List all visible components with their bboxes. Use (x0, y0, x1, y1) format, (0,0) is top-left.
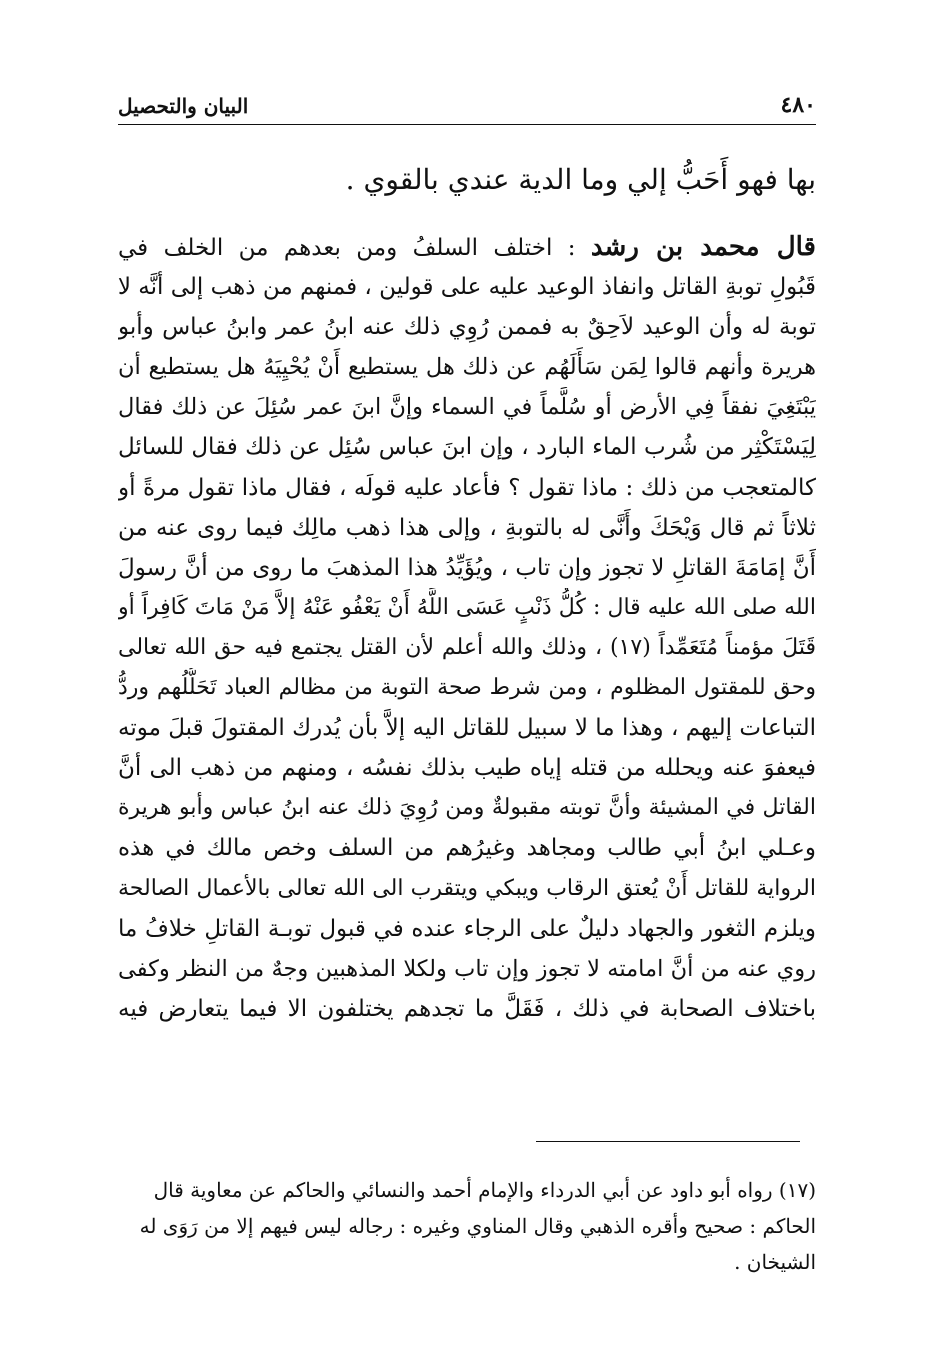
text-line: أَنَّ إمَامَةَ القاتلِ لا تجوز وإن تاب ، ويُؤَيِّدُ هذا المذهبَ ما روى من أنَّ رسولَ (118, 554, 816, 581)
text-line (118, 227, 816, 267)
footnote-line: الحاكم : صحيح وأقره الذهبي وقال المناوي وغيره : رجاله ليس فيهم إلا من رَوَى له (139, 1214, 816, 1238)
text-line: روي عنه من أنَّ امامته لا تجوز وإن تاب ولكلا المذهبين وجهٌ من النظر وكفى (118, 955, 816, 982)
header-divider (118, 124, 816, 125)
text-line: قَبُولِ توبةِ القاتل وانفاذ الوعيد عليه على قولين ، فمنهم من ذهب إلى أنَّه لا (118, 274, 816, 301)
text-line: كالمتعجب من ذلك : ماذا تقول ؟ فأعاد عليه قولَه ، فقال ماذا تقول مرةً أو (118, 474, 816, 501)
text-line: يَبْتَغِيَ نفقاً فِي الأرض أو سُلَّماً في السماء وإنَّ ابنَ عمر سُئِلَ عن ذلك فقال (118, 394, 816, 421)
text-line: هريرة وأنهم قالوا لِمَن سَأَلَهُم عن ذلك هل يستطيع أَنْ يُحْيِيَهُ هل يستطيع أن (118, 354, 816, 381)
opening-line: بها فهو أَحَبُّ إلي وما الدية عندي بالقوي . (345, 163, 816, 196)
footnote-line: (١٧) رواه أبو داود عن أبي الدرداء والإمام أحمد والنسائي والحاكم عن معاوية قال (153, 1178, 816, 1202)
text-line: التباعات إليهم ، وهذا ما لا سبيل للقاتل اليه إلاَّ بأن يُدرك المقتولَ قبلَ موته (118, 715, 816, 742)
text-line: الله صلى الله عليه قال : كُلُّ ذَنْبٍ عَسَى اللَّهُ أَنْ يَعْفُو عَنْهُ إلاَّ مَنْ مَاتَ كَافِراً أو (118, 594, 816, 620)
text-line: توبة له وأن الوعيد لاَحِقٌ به فممن رُوِي ذلك عنه ابنُ عمر وابنُ عباس وأبو (118, 314, 816, 341)
text-line: لِيَسْتَكْثِر من شُرب الماء البارد ، وإن ابنَ عباس سُئِل عن ذلك فقال للسائل (118, 434, 816, 461)
footnote (118, 1172, 816, 1280)
text-line: باختلاف الصحابة في ذلك ، فَقَلَّ ما تجدهم يختلفون الا فيما يتعارض فيه (118, 995, 816, 1022)
text-line: فيعفوَ عنه ويحلله من قتله إياه طيب بذلك نفسُه ، ومنهم من ذهب الى أنَّ (118, 755, 816, 782)
text-line: القاتل في المشيئة وأنَّ توبته مقبولةٌ ومن رُوِيَ ذلك عنه ابنُ عباس وأبو هريرة (118, 795, 816, 821)
page-number: ٤٨٠ (780, 92, 816, 118)
text-line: ويلزم الثغور والجهاد دليلٌ على الرجاء عنده في قبول توبـة القاتلِ خلافُ ما (118, 915, 816, 942)
text-line-content: : اختلف السلفُ ومن بعدهم من الخلف في (118, 235, 591, 261)
text-line: الرواية للقاتل أَنْ يُعتق الرقاب ويبكي ويتقرب الى الله تعالى بالأعمال الصالحة (118, 875, 816, 901)
page-header (118, 92, 816, 122)
footnote-divider (536, 1141, 800, 1142)
footnote-line: الشيخان . (734, 1250, 816, 1274)
text-line: قَتَلَ مؤمناً مُتَعَمِّداً (١٧) ، وذلك والله أعلم لأن القتل يجتمع فيه حق الله تعالى (118, 634, 816, 660)
text-line: وحق للمقتول المظلوم ، ومن شرط صحة التوبة من مظالم العباد تَحَلُّلُهم وردُّ (118, 675, 816, 701)
speaker-name: قال محمد بن رشد (590, 232, 816, 262)
text-line: ثلاثاً ثم قال وَيْحَكَ وأَنَّى له بالتوبةِ ، وإلى هذا ذهب مالِك فيما روى عنه من (118, 514, 816, 541)
main-text (118, 227, 816, 1029)
running-title: البيان والتحصيل (118, 94, 249, 118)
text-line: وعـلي ابنُ أبي طالب ومجاهد وغيرُهم من السلف وخص مالك في هذه (118, 835, 816, 862)
